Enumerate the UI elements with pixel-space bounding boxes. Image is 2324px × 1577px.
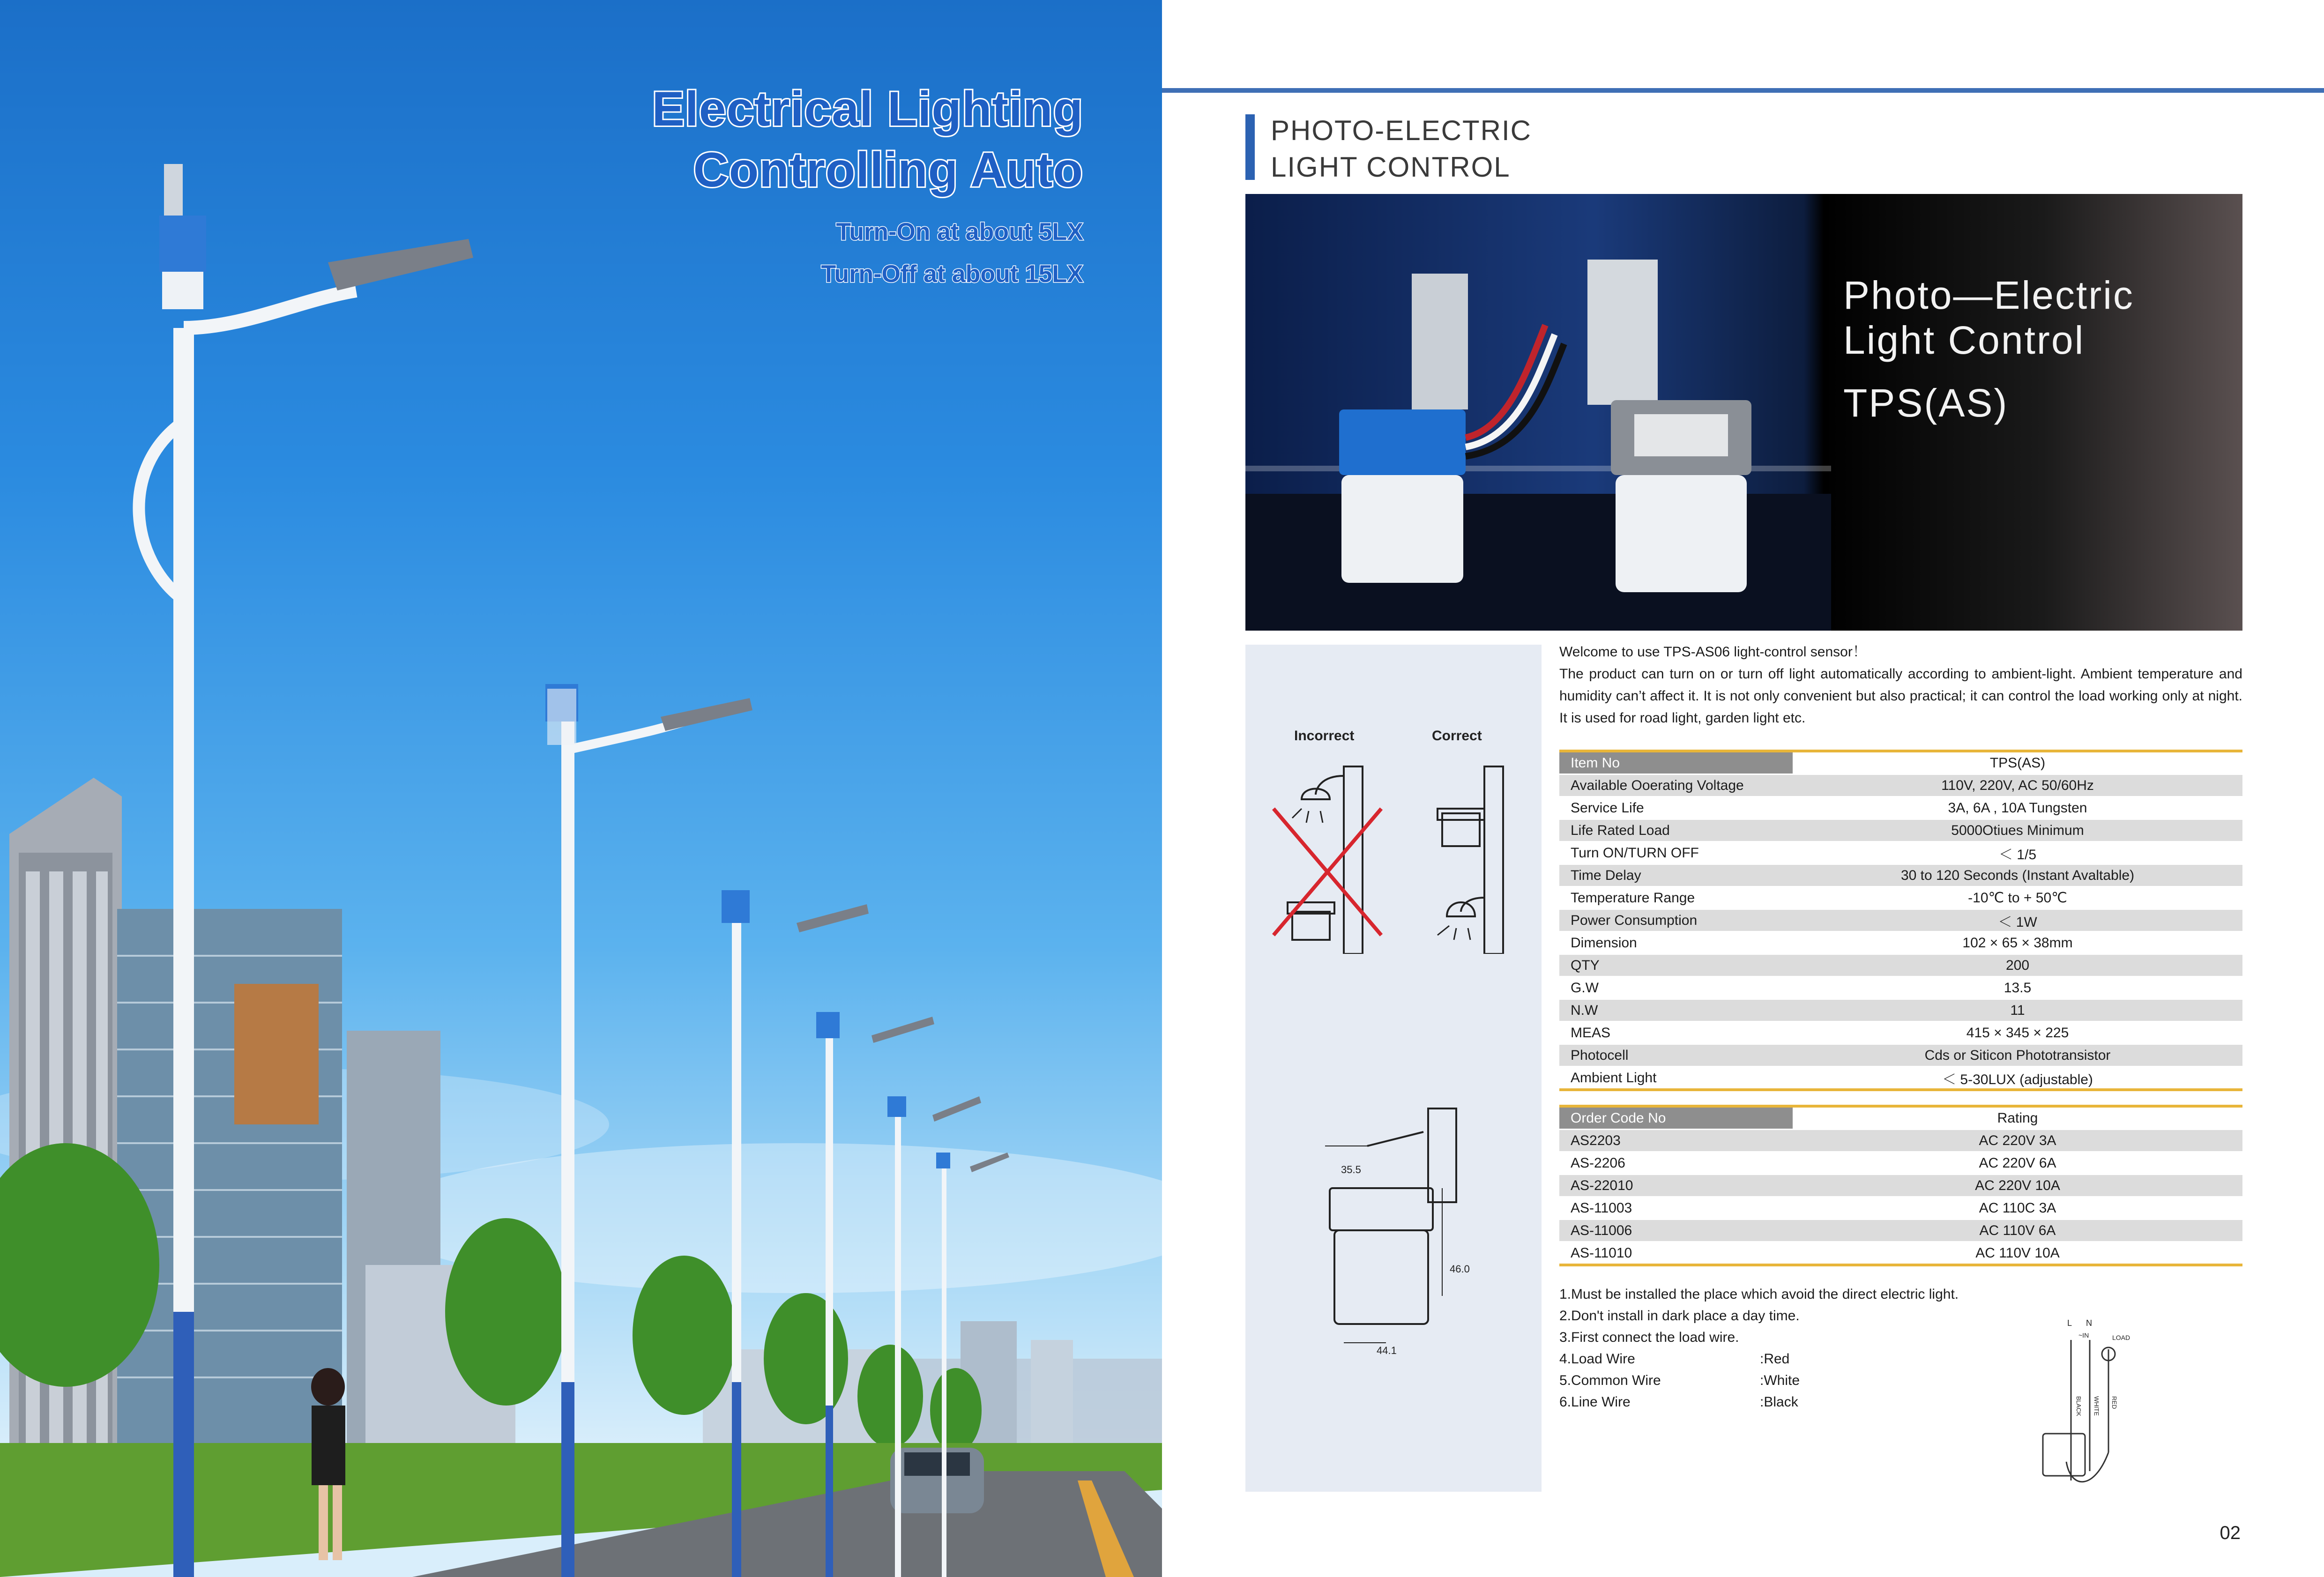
order-code: AS-22010 bbox=[1559, 1175, 1793, 1197]
spec-key: Ambient Light bbox=[1559, 1067, 1793, 1090]
note-item bbox=[1559, 1370, 1959, 1391]
spec-key: Time Delay bbox=[1559, 864, 1793, 887]
order-rating: AC 110V 6A bbox=[1793, 1220, 2242, 1242]
wiring-diagram bbox=[2034, 1312, 2212, 1495]
table-row bbox=[1559, 977, 2242, 999]
spec-value: 5000Otiues Minimum bbox=[1793, 819, 2242, 842]
install-notes bbox=[1559, 1284, 1959, 1413]
page-number: 02 bbox=[2220, 1523, 2241, 1543]
note-item bbox=[1559, 1305, 1959, 1327]
wiring-label-red: RED bbox=[2111, 1396, 2118, 1409]
title-accent-bar bbox=[1245, 114, 1255, 180]
spec-table bbox=[1559, 750, 2242, 1091]
wiring-label-l: L bbox=[2067, 1318, 2072, 1328]
table-row bbox=[1559, 1130, 2242, 1152]
spec-key: Photocell bbox=[1559, 1044, 1793, 1067]
table-row bbox=[1559, 1152, 2242, 1175]
table-row bbox=[1559, 864, 2242, 887]
product-banner bbox=[1245, 194, 2242, 631]
spec-key: QTY bbox=[1559, 954, 1793, 977]
note-text: 5.Common Wire bbox=[1559, 1373, 1661, 1388]
table-row bbox=[1559, 1175, 2242, 1197]
spec-value: 13.5 bbox=[1793, 977, 2242, 999]
note-item bbox=[1559, 1284, 1959, 1305]
product-photo bbox=[1245, 194, 2242, 631]
intro-paragraph bbox=[1559, 641, 2242, 729]
note-item bbox=[1559, 1391, 1959, 1413]
spec-value: Cds or Siticon Phototransistor bbox=[1793, 1044, 2242, 1067]
dimension-depth: 44.1 bbox=[1377, 1345, 1397, 1356]
spec-key: Temperature Range bbox=[1559, 887, 1793, 909]
order-rating: AC 110V 10A bbox=[1793, 1242, 2242, 1265]
turn-on-text: Turn-On at about 5LX bbox=[836, 218, 1083, 245]
header-rule bbox=[1162, 88, 2324, 93]
spec-value: -10℃ to + 50℃ bbox=[1793, 887, 2242, 909]
wiring-label-n: N bbox=[2086, 1318, 2092, 1328]
wire-color: :Red bbox=[1760, 1351, 1790, 1367]
banner-title-line1: Photo—Electric bbox=[1843, 273, 2134, 317]
order-table-header bbox=[1559, 1106, 2242, 1130]
incorrect-label: Incorrect bbox=[1294, 728, 1355, 744]
intro-welcome: Welcome to use TPS-AS06 light-control sensor！ bbox=[1559, 644, 1867, 660]
spec-value: ＜ 1/5 bbox=[1793, 842, 2242, 864]
order-code: AS-11003 bbox=[1559, 1197, 1793, 1220]
order-rating: AC 110C 3A bbox=[1793, 1197, 2242, 1220]
order-code: AS-2206 bbox=[1559, 1152, 1793, 1175]
order-table bbox=[1559, 1105, 2242, 1266]
wiring-label-black: BLACK bbox=[2075, 1396, 2082, 1416]
spec-header-key: Item No bbox=[1559, 751, 1793, 774]
note-text: 4.Load Wire bbox=[1559, 1351, 1635, 1367]
wiring-label-load: LOAD bbox=[2112, 1334, 2130, 1341]
wiring-label-in: ~IN bbox=[2078, 1332, 2089, 1339]
section-title-line1: PHOTO-ELECTRIC bbox=[1271, 115, 1532, 146]
spec-value: ＜ 1W bbox=[1793, 909, 2242, 932]
mounting-orientation-drawing bbox=[1264, 757, 1527, 954]
spec-value: 11 bbox=[1793, 999, 2242, 1022]
table-row bbox=[1559, 774, 2242, 797]
order-code: AS-11006 bbox=[1559, 1220, 1793, 1242]
order-code: AS-11010 bbox=[1559, 1242, 1793, 1265]
order-rating: AC 220V 6A bbox=[1793, 1152, 2242, 1175]
table-row bbox=[1559, 1067, 2242, 1090]
banner-title-line2: Light Control bbox=[1843, 318, 2085, 362]
table-row bbox=[1559, 1242, 2242, 1265]
table-row bbox=[1559, 1022, 2242, 1044]
table-row bbox=[1559, 954, 2242, 977]
table-row bbox=[1559, 797, 2242, 819]
table-row bbox=[1559, 909, 2242, 932]
note-item bbox=[1559, 1348, 1959, 1370]
table-row bbox=[1559, 932, 2242, 954]
table-row bbox=[1559, 887, 2242, 909]
hero-title-line1: Electrical Lighting bbox=[652, 82, 1083, 136]
wire-color: :White bbox=[1760, 1373, 1800, 1388]
table-row bbox=[1559, 1044, 2242, 1067]
spec-key: Turn ON/TURN OFF bbox=[1559, 842, 1793, 864]
order-code: AS2203 bbox=[1559, 1130, 1793, 1152]
correct-label: Correct bbox=[1432, 728, 1482, 744]
spec-value: 200 bbox=[1793, 954, 2242, 977]
note-text: 3.First connect the load wire. bbox=[1559, 1330, 1739, 1345]
note-text: 6.Line Wire bbox=[1559, 1394, 1631, 1410]
spec-value: 110V, 220V, AC 50/60Hz bbox=[1793, 774, 2242, 797]
table-row bbox=[1559, 1197, 2242, 1220]
order-header-value: Rating bbox=[1793, 1106, 2242, 1130]
spec-header-value: TPS(AS) bbox=[1793, 751, 2242, 774]
spec-key: G.W bbox=[1559, 977, 1793, 999]
spec-value: 415 × 345 × 225 bbox=[1793, 1022, 2242, 1044]
order-rating: AC 220V 3A bbox=[1793, 1130, 2242, 1152]
spec-table-header bbox=[1559, 751, 2242, 774]
spec-key: Power Consumption bbox=[1559, 909, 1793, 932]
dimension-drawing bbox=[1316, 1094, 1503, 1357]
spec-key: Available Ooerating Voltage bbox=[1559, 774, 1793, 797]
note-text: 2.Don't install in dark place a day time. bbox=[1559, 1308, 1800, 1324]
spec-key: Service Life bbox=[1559, 797, 1793, 819]
product-page bbox=[1162, 0, 2324, 1577]
table-row bbox=[1559, 842, 2242, 864]
wiring-label-white: WHITE bbox=[2093, 1396, 2100, 1416]
note-item bbox=[1559, 1327, 1959, 1348]
table-row bbox=[1559, 999, 2242, 1022]
hero-title-line2: Controlling Auto bbox=[693, 143, 1083, 197]
spec-value: ＜ 5-30LUX (adjustable) bbox=[1793, 1067, 2242, 1090]
spec-value: 30 to 120 Seconds (Instant Avaltable) bbox=[1793, 864, 2242, 887]
table-row bbox=[1559, 819, 2242, 842]
turn-off-text: Turn-Off at about 15LX bbox=[821, 260, 1083, 288]
note-text: 1.Must be installed the place which avoid the direct electric light. bbox=[1559, 1287, 1959, 1302]
intro-body: The product can turn on or turn off light automatically according to ambient-light. Ambient temperature and humidity can’t affect it. It is not only convenient but also practical; it can control the load working only at night. It is used for road light, garden light etc. bbox=[1559, 666, 2242, 726]
spec-key: N.W bbox=[1559, 999, 1793, 1022]
spec-value: 102 × 65 × 38mm bbox=[1793, 932, 2242, 954]
dimension-height: 46.0 bbox=[1450, 1263, 1470, 1275]
section-title-line2: LIGHT CONTROL bbox=[1271, 151, 1511, 183]
banner-model: TPS(AS) bbox=[1843, 381, 2009, 425]
dimension-width: 35.5 bbox=[1341, 1164, 1361, 1175]
order-header-key: Order Code No bbox=[1559, 1106, 1793, 1130]
spec-value: 3A, 6A , 10A Tungsten bbox=[1793, 797, 2242, 819]
section-title bbox=[1271, 112, 1532, 186]
order-rating: AC 220V 10A bbox=[1793, 1175, 2242, 1197]
spec-key: Dimension bbox=[1559, 932, 1793, 954]
spec-key: MEAS bbox=[1559, 1022, 1793, 1044]
wire-color: :Black bbox=[1760, 1394, 1798, 1410]
table-row bbox=[1559, 1220, 2242, 1242]
spec-key: Life Rated Load bbox=[1559, 819, 1793, 842]
installation-diagram-panel bbox=[1245, 645, 1542, 1492]
